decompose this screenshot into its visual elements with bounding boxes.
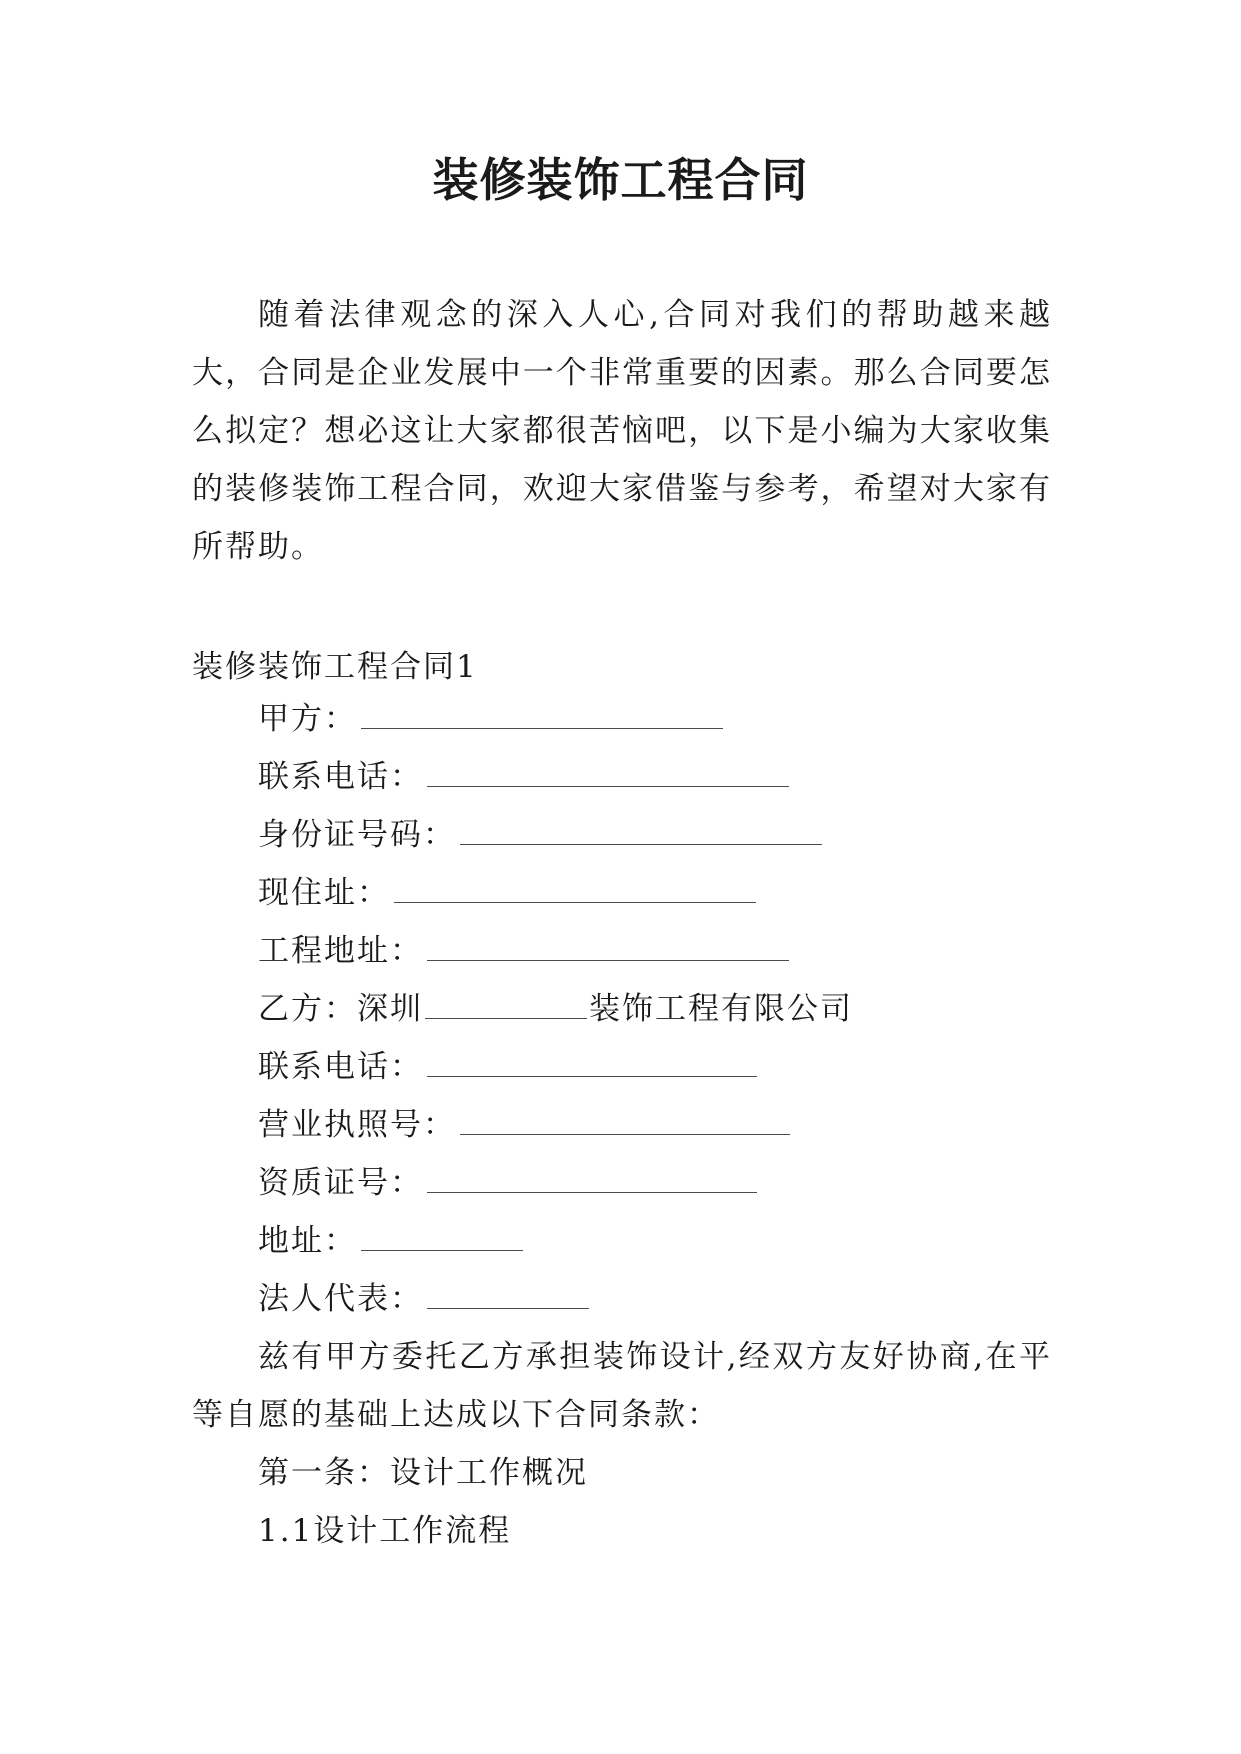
business-license-blank	[460, 1110, 790, 1135]
party-a-line	[258, 690, 723, 748]
project-address-label: 工程地址：	[258, 933, 423, 969]
legal-rep-line	[258, 1270, 589, 1328]
qualification-blank	[427, 1168, 757, 1193]
qualification-label: 资质证号：	[258, 1165, 423, 1201]
article-1-1-title: 1.1设计工作流程	[258, 1513, 512, 1549]
business-license-label: 营业执照号：	[258, 1107, 456, 1143]
business-license-line	[258, 1096, 790, 1154]
qualification-line	[258, 1154, 757, 1212]
party-a-residence-line	[258, 864, 756, 922]
party-a-phone-line	[258, 748, 789, 806]
party-a-phone-blank	[427, 762, 789, 787]
party-b-line	[258, 980, 853, 1038]
legal-rep-label: 法人代表：	[258, 1281, 423, 1317]
party-b-address-label: 地址：	[258, 1223, 357, 1259]
party-b-address-blank	[361, 1226, 523, 1251]
agreement-paragraph: 兹有甲方委托乙方承担装饰设计,经双方友好协商,在平等自愿的基础上达成以下合同条款：	[192, 1339, 1052, 1433]
party-b-address-line	[258, 1212, 523, 1270]
section-heading: 装修装饰工程合同1	[192, 649, 478, 685]
project-address-line	[258, 922, 789, 980]
party-b-phone-label: 联系电话：	[258, 1049, 423, 1085]
party-b-phone-line	[258, 1038, 757, 1096]
legal-rep-blank	[427, 1284, 589, 1309]
party-a-residence-label: 现住址：	[258, 875, 390, 911]
party-a-label: 甲方：	[258, 701, 357, 737]
party-a-residence-blank	[394, 878, 756, 903]
party-b-company-blank	[425, 994, 587, 1019]
party-b-phone-blank	[427, 1052, 757, 1077]
article-1-title: 第一条：设计工作概况	[258, 1455, 588, 1491]
party-a-blank	[361, 704, 723, 729]
party-b-label-suffix: 装饰工程有限公司	[589, 991, 853, 1027]
party-a-id-label: 身份证号码：	[258, 817, 456, 853]
document-title: 装修装饰工程合同	[432, 153, 809, 207]
party-a-id-line	[258, 806, 822, 864]
intro-paragraph: 随着法律观念的深入人心,合同对我们的帮助越来越大，合同是企业发展中一个非常重要的因素。那么合同要怎么拟定？想必这让大家都很苦恼吧，以下是小编为大家收集的装修装饰工程合同，欢迎大家借鉴与参考，希望对大家有所帮助。	[192, 297, 1052, 565]
party-a-phone-label: 联系电话：	[258, 759, 423, 795]
project-address-blank	[427, 936, 789, 961]
party-a-id-blank	[460, 820, 822, 845]
party-b-label-prefix: 乙方：深圳	[258, 991, 423, 1027]
